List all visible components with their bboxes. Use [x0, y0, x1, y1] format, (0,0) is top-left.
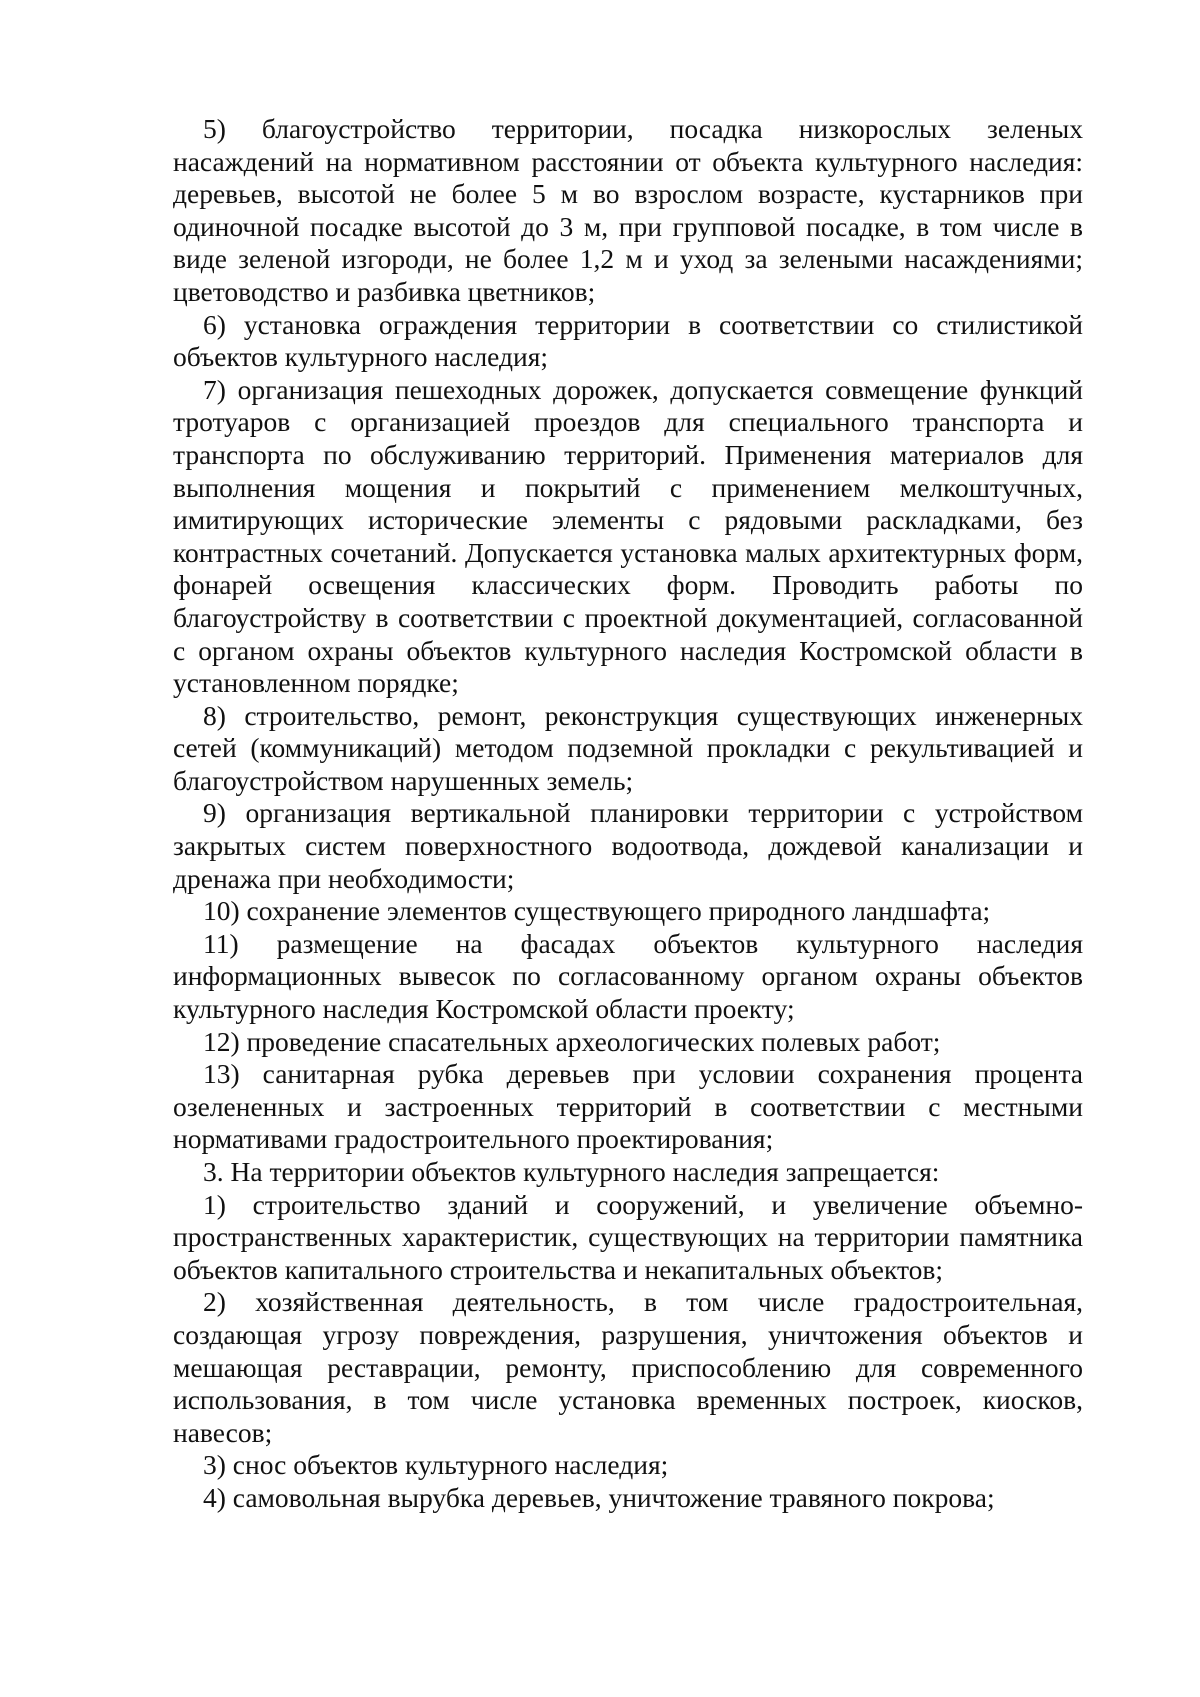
paragraph-item-11-signage: 11) размещение на фасадах объектов культурного наследия информационных вывесок по согласованному органом охраны объектов культурного наследия Костромской области проекту;: [173, 927, 1083, 1025]
paragraph-item-9-vertical-planning: 9) организация вертикальной планировки территории с устройством закрытых систем поверхностного водоотвода, дождевой канализации и дренажа при необходимости;: [173, 797, 1083, 894]
document-page: [173, 113, 1083, 1515]
paragraph-prohibition-2-economic-activity: 2) хозяйственная деятельность, в том числе градостроительная, создающая угрозу повреждения, разрушения, уничтожения объектов и мешающая реставрации, ремонту, приспособлению для современного использования, в том числе установка временных построек, киосков, навесов;: [173, 1286, 1083, 1448]
paragraph-prohibition-3-demolition: 3) снос объектов культурного наследия;: [203, 1449, 669, 1481]
paragraph-item-6-fencing: 6) установка ограждения территории в соответствии со стилистикой объектов культурного наследия;: [173, 308, 1083, 373]
paragraph-item-13-sanitary-felling: 13) санитарная рубка деревьев при условии сохранения процента озелененных и застроенных территорий в соответствии с местными нормативами градостроительного проектирования;: [173, 1058, 1083, 1155]
paragraph-prohibition-4-tree-felling: 4) самовольная вырубка деревьев, уничтожение травяного покрова;: [203, 1481, 995, 1513]
paragraph-prohibition-1-construction: 1) строительство зданий и сооружений, и увеличение объемно-пространственных характеристик, существующих на территории памятника объектов капитального строительства и некапитальных объектов;: [173, 1188, 1083, 1285]
paragraph-item-10-landscape-preservation: 10) сохранение элементов существующего природного ландшафта;: [203, 895, 991, 927]
section-3-prohibitions-heading: 3. На территории объектов культурного наследия запрещается:: [203, 1156, 940, 1187]
paragraph-item-7-pedestrian-paths: 7) организация пешеходных дорожек, допускается совмещение функций тротуаров с организацией проездов для специального транспорта и транспорта по обслуживанию территорий. Применения материалов для выполнения мощения и покрытий с применением мелкоштучных, имитирующих исторические элементы с рядовыми раскладками, без контрастных сочетаний. Допускается установка малых архитектурных форм, фонарей освещения классических форм. Проводить работы по благоустройству в соответствии с проектной документацией, согласованной с органом охраны объектов культурного наследия Костромской области в установленном порядке;: [173, 373, 1083, 699]
paragraph-item-8-engineering-networks: 8) строительство, ремонт, реконструкция существующих инженерных сетей (коммуникаций) методом подземной прокладки с рекультивацией и благоустройством нарушенных земель;: [173, 699, 1083, 796]
paragraph-item-5-landscaping: 5) благоустройство территории, посадка низкорослых зеленых насаждений на нормативном расстоянии от объекта культурного наследия: деревьев, высотой не более 5 м во взрослом возрасте, кустарников при одиночной посадке высотой до 3 м, при групповой посадке, в том числе в виде зеленой изгороди, не более 1,2 м и уход за зелеными насаждениями; цветоводство и разбивка цветников;: [173, 113, 1083, 307]
paragraph-item-12-archaeology: 12) проведение спасательных археологических полевых работ;: [203, 1025, 941, 1057]
